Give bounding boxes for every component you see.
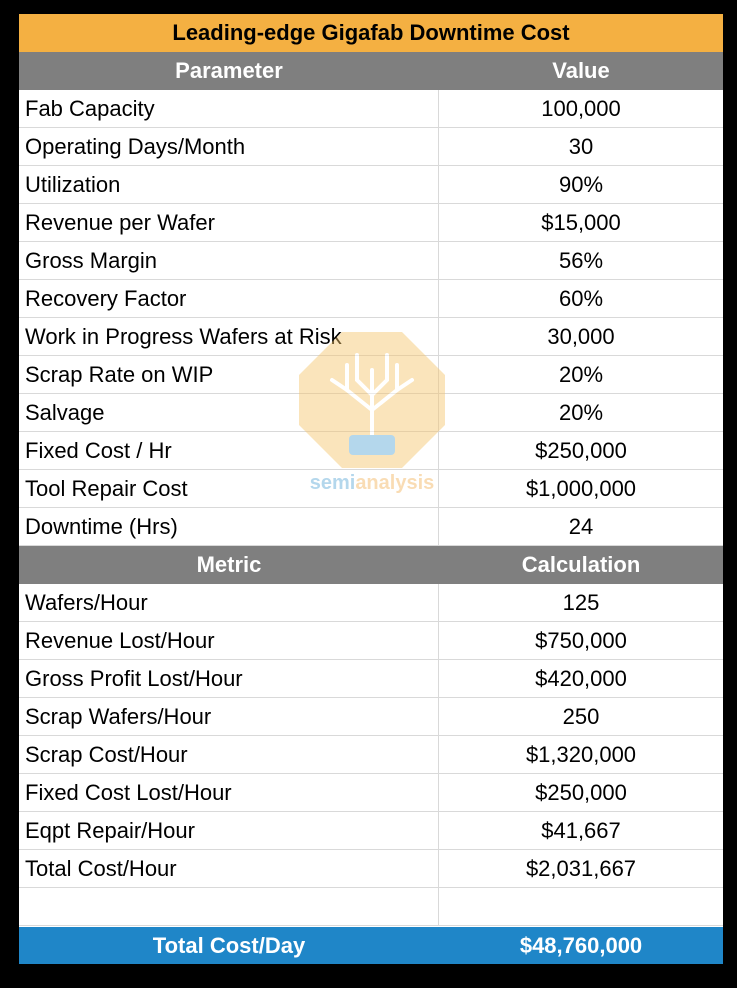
parameter-row <box>19 242 723 280</box>
row-value: 60% <box>558 285 604 311</box>
parameter-row <box>19 166 723 204</box>
parameter-row <box>19 356 723 394</box>
row-value: 125 <box>562 589 600 615</box>
table-title: Leading-edge Gigafab Downtime Cost <box>19 14 723 52</box>
row-value: 24 <box>568 513 594 539</box>
row-label: Fixed Cost Lost/Hour <box>19 774 439 811</box>
row-value: 56% <box>558 247 604 273</box>
metric-row <box>19 812 723 850</box>
row-label: Operating Days/Month <box>19 128 439 165</box>
row-label: Gross Margin <box>19 242 439 279</box>
row-value: $2,031,667 <box>525 855 637 881</box>
parameter-row <box>19 432 723 470</box>
empty-row <box>19 888 723 926</box>
row-label: Revenue Lost/Hour <box>19 622 439 659</box>
row-value: $420,000 <box>535 665 627 691</box>
row-label: Gross Profit Lost/Hour <box>19 660 439 697</box>
parameter-row <box>19 470 723 508</box>
metric-row <box>19 622 723 660</box>
metric-row <box>19 660 723 698</box>
metric-row <box>19 850 723 888</box>
row-label: Wafers/Hour <box>19 584 439 621</box>
row-label: Work in Progress Wafers at Risk <box>19 318 439 355</box>
row-label: Revenue per Wafer <box>19 204 439 241</box>
parameter-row <box>19 394 723 432</box>
total-label: Total Cost/Day <box>152 932 306 958</box>
row-value: 100,000 <box>541 95 621 121</box>
row-label: Salvage <box>19 394 439 431</box>
row-label: Fab Capacity <box>19 90 439 127</box>
row-value: 250 <box>562 703 600 729</box>
parameter-header: Parameter <box>175 58 283 83</box>
row-value: $41,667 <box>541 817 621 843</box>
row-label: Fixed Cost / Hr <box>19 432 439 469</box>
row-label: Downtime (Hrs) <box>19 508 439 545</box>
watermark-text: semianalysis <box>309 472 435 494</box>
row-label: Scrap Rate on WIP <box>19 356 439 393</box>
row-value: 30,000 <box>547 323 615 349</box>
row-label: Total Cost/Hour <box>19 850 439 887</box>
row-value: 90% <box>558 171 604 197</box>
metric-row <box>19 698 723 736</box>
parameter-row <box>19 508 723 546</box>
downtime-cost-table <box>19 14 723 964</box>
parameter-row <box>19 280 723 318</box>
row-label: Scrap Wafers/Hour <box>19 698 439 735</box>
row-value: $1,320,000 <box>525 741 637 767</box>
value-header: Value <box>552 58 610 83</box>
metric-row <box>19 736 723 774</box>
row-label: Eqpt Repair/Hour <box>19 812 439 849</box>
parameters-section <box>19 90 723 546</box>
row-value: 20% <box>558 361 604 387</box>
total-value: $48,760,000 <box>519 932 643 958</box>
row-value: 30 <box>568 133 594 159</box>
calculation-header: Calculation <box>521 552 641 577</box>
row-label: Recovery Factor <box>19 280 439 317</box>
parameter-header-row <box>19 52 723 90</box>
row-value: $250,000 <box>535 779 627 805</box>
metric-row <box>19 584 723 622</box>
parameter-row <box>19 318 723 356</box>
row-label: Utilization <box>19 166 439 203</box>
metric-header: Metric <box>196 552 262 577</box>
parameter-row <box>19 128 723 166</box>
metric-row <box>19 774 723 812</box>
metric-header-row <box>19 546 723 584</box>
metrics-section <box>19 584 723 888</box>
row-label: Scrap Cost/Hour <box>19 736 439 773</box>
row-value: $250,000 <box>535 437 627 463</box>
row-label: Tool Repair Cost <box>19 470 439 507</box>
row-value: $750,000 <box>535 627 627 653</box>
row-value: 20% <box>558 399 604 425</box>
total-row <box>19 927 723 964</box>
parameter-row <box>19 90 723 128</box>
parameter-row <box>19 204 723 242</box>
row-value: $15,000 <box>541 209 621 235</box>
row-value: $1,000,000 <box>525 475 637 501</box>
